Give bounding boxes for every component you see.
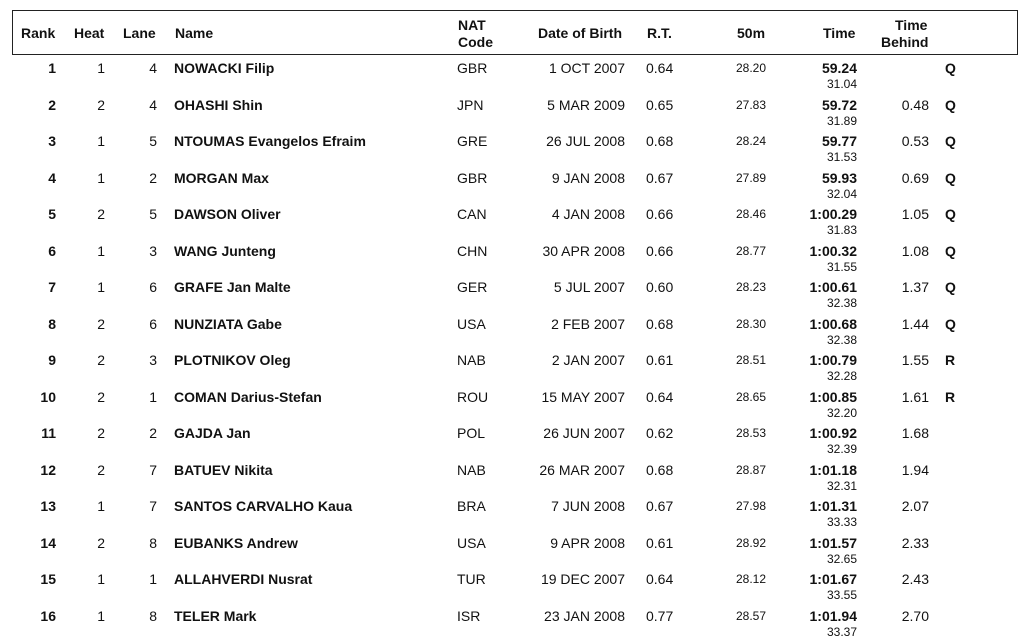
swimmer-name: GAJDA Jan xyxy=(174,425,251,441)
nat-code: POL xyxy=(457,425,486,441)
rank-cell: 16 xyxy=(40,607,56,624)
heat-cell: 2 xyxy=(97,534,105,551)
split-100m: 32.38 xyxy=(826,296,857,310)
nat-code: USA xyxy=(457,315,486,332)
table-row xyxy=(0,60,1024,96)
nat-code: GBR xyxy=(457,169,488,186)
nat-code: GRE xyxy=(457,133,488,149)
final-time: 59.24 xyxy=(821,60,857,76)
qualification-mark: Q xyxy=(945,169,956,186)
time-behind: 1.68 xyxy=(901,425,929,441)
qualification-mark: Q xyxy=(945,206,956,222)
split-50m: 28.12 xyxy=(735,572,766,586)
header-nat-line1: NAT xyxy=(458,17,486,33)
heat-cell: 2 xyxy=(97,425,105,441)
qualification-mark: Q xyxy=(945,242,956,259)
reaction-time: 0.64 xyxy=(646,388,674,405)
date-of-birth: 9 JAN 2008 xyxy=(551,169,625,186)
lane-cell: 3 xyxy=(149,242,157,259)
header-lane: Lane xyxy=(123,25,156,41)
qualification-mark: R xyxy=(945,352,956,368)
split-100m: 33.37 xyxy=(826,624,857,639)
qualification-mark: R xyxy=(945,388,956,405)
rank-cell: 15 xyxy=(40,571,56,587)
split-50m: 28.87 xyxy=(735,462,766,477)
split-100m: 32.04 xyxy=(826,186,857,201)
table-row xyxy=(0,608,1024,644)
swimmer-name: NUNZIATA Gabe xyxy=(174,315,282,332)
swimmer-name: ALLAHVERDI Nusrat xyxy=(174,571,313,587)
date-of-birth: 7 JUN 2008 xyxy=(551,498,625,514)
table-header xyxy=(12,10,1018,55)
split-100m: 32.65 xyxy=(826,551,857,566)
lane-cell: 1 xyxy=(149,571,157,587)
swimmer-name: COMAN Darius-Stefan xyxy=(174,388,322,405)
final-time: 1:00.29 xyxy=(809,206,857,222)
split-100m: 31.04 xyxy=(826,77,857,91)
header-behind-line1: Time xyxy=(895,17,928,33)
time-behind: 1.61 xyxy=(901,388,929,405)
swimmer-name: MORGAN Max xyxy=(174,169,269,186)
swimmer-name: TELER Mark xyxy=(174,607,257,624)
heat-cell: 2 xyxy=(97,315,105,332)
split-100m: 33.55 xyxy=(826,588,857,602)
final-time: 1:01.67 xyxy=(809,571,857,587)
date-of-birth: 2 JAN 2007 xyxy=(551,352,625,368)
rank-cell: 10 xyxy=(40,388,56,405)
table-row xyxy=(0,97,1024,133)
split-100m: 33.33 xyxy=(826,515,857,529)
table-row xyxy=(0,535,1024,571)
split-50m: 28.24 xyxy=(735,134,766,148)
swimmer-name: NTOUMAS Evangelos Efraim xyxy=(174,133,366,149)
reaction-time: 0.67 xyxy=(646,169,674,186)
split-100m: 31.89 xyxy=(826,113,857,128)
header-name: Name xyxy=(175,25,214,41)
time-behind: 1.94 xyxy=(901,461,929,478)
reaction-time: 0.66 xyxy=(646,242,674,259)
swimmer-name: BATUEV Nikita xyxy=(174,461,273,478)
date-of-birth: 23 JAN 2008 xyxy=(544,607,625,624)
table-row xyxy=(0,425,1024,461)
table-row xyxy=(0,316,1024,352)
qualification-mark: Q xyxy=(945,315,956,332)
final-time: 1:01.57 xyxy=(809,534,857,551)
time-behind: 0.53 xyxy=(901,133,929,149)
final-time: 1:00.85 xyxy=(809,388,857,405)
split-50m: 28.57 xyxy=(735,608,766,623)
heat-cell: 1 xyxy=(97,169,105,186)
reaction-time: 0.62 xyxy=(646,425,674,441)
table-row xyxy=(0,133,1024,169)
final-time: 1:00.79 xyxy=(809,352,857,368)
date-of-birth: 4 JAN 2008 xyxy=(551,206,625,222)
table-row xyxy=(0,243,1024,279)
header-time: Time xyxy=(823,25,856,41)
nat-code: JPN xyxy=(457,96,484,113)
qualification-mark: Q xyxy=(945,60,956,76)
rank-cell: 13 xyxy=(40,498,56,514)
heat-cell: 2 xyxy=(97,352,105,368)
nat-code: BRA xyxy=(457,498,486,514)
lane-cell: 8 xyxy=(149,534,157,551)
table-row xyxy=(0,462,1024,498)
reaction-time: 0.66 xyxy=(646,206,674,222)
nat-code: NAB xyxy=(457,461,486,478)
final-time: 1:00.92 xyxy=(809,425,857,441)
rank-cell: 6 xyxy=(48,242,56,259)
heat-cell: 1 xyxy=(97,607,105,624)
rank-cell: 8 xyxy=(48,315,56,332)
table-row xyxy=(0,170,1024,206)
split-50m: 28.53 xyxy=(735,426,766,440)
reaction-time: 0.64 xyxy=(646,571,674,587)
heat-cell: 2 xyxy=(97,96,105,113)
nat-code: CAN xyxy=(457,206,487,222)
time-behind: 2.33 xyxy=(901,534,929,551)
header-rt: R.T. xyxy=(647,25,672,41)
swimmer-name: GRAFE Jan Malte xyxy=(174,279,291,295)
reaction-time: 0.61 xyxy=(646,534,674,551)
lane-cell: 5 xyxy=(149,206,157,222)
header-nat-line2: Code xyxy=(458,34,493,50)
nat-code: USA xyxy=(457,534,486,551)
split-50m: 27.89 xyxy=(735,170,766,185)
final-time: 1:01.94 xyxy=(809,607,857,624)
split-100m: 32.31 xyxy=(826,478,857,493)
final-time: 1:00.32 xyxy=(809,242,857,259)
header-dob: Date of Birth xyxy=(538,25,622,41)
swimmer-name: DAWSON Oliver xyxy=(174,206,281,222)
swimmer-name: PLOTNIKOV Oleg xyxy=(174,352,291,368)
qualification-mark: Q xyxy=(945,279,956,295)
lane-cell: 3 xyxy=(149,352,157,368)
split-50m: 28.23 xyxy=(735,280,766,294)
header-50m: 50m xyxy=(737,25,766,41)
rank-cell: 1 xyxy=(48,60,56,76)
rank-cell: 2 xyxy=(48,96,56,113)
heat-cell: 1 xyxy=(97,242,105,259)
final-time: 1:00.68 xyxy=(809,315,857,332)
split-50m: 28.30 xyxy=(735,316,766,331)
date-of-birth: 2 FEB 2007 xyxy=(551,315,625,332)
split-50m: 28.77 xyxy=(735,243,766,258)
date-of-birth: 5 JUL 2007 xyxy=(553,279,625,295)
time-behind: 2.07 xyxy=(901,498,929,514)
final-time: 59.93 xyxy=(821,169,857,186)
header-behind-line2: Behind xyxy=(881,34,929,50)
lane-cell: 7 xyxy=(149,461,157,478)
table-row xyxy=(0,389,1024,425)
swimmer-name: NOWACKI Filip xyxy=(174,60,275,76)
reaction-time: 0.64 xyxy=(646,60,674,76)
heat-cell: 2 xyxy=(97,206,105,222)
swimmer-name: WANG Junteng xyxy=(174,242,276,259)
time-behind: 0.69 xyxy=(901,169,929,186)
reaction-time: 0.61 xyxy=(646,352,674,368)
split-50m: 28.65 xyxy=(735,389,766,404)
time-behind: 1.08 xyxy=(901,242,929,259)
table-row xyxy=(0,206,1024,242)
date-of-birth: 30 APR 2008 xyxy=(542,242,625,259)
nat-code: CHN xyxy=(457,242,488,259)
qualification-mark: Q xyxy=(945,96,956,113)
reaction-time: 0.77 xyxy=(646,607,674,624)
nat-code: GER xyxy=(457,279,488,295)
split-50m: 28.46 xyxy=(735,207,766,221)
table-row xyxy=(0,352,1024,388)
date-of-birth: 26 MAR 2007 xyxy=(539,461,625,478)
date-of-birth: 1 OCT 2007 xyxy=(548,60,625,76)
time-behind: 1.37 xyxy=(901,279,929,295)
split-50m: 28.92 xyxy=(735,535,766,550)
split-100m: 31.83 xyxy=(826,223,857,237)
date-of-birth: 15 MAY 2007 xyxy=(541,388,625,405)
table-row xyxy=(0,279,1024,315)
nat-code: NAB xyxy=(457,352,486,368)
rank-cell: 12 xyxy=(40,461,56,478)
heat-cell: 2 xyxy=(97,388,105,405)
nat-code: TUR xyxy=(457,571,486,587)
split-50m: 28.51 xyxy=(735,353,766,367)
rank-cell: 11 xyxy=(41,425,56,441)
split-100m: 32.28 xyxy=(826,369,857,383)
rank-cell: 5 xyxy=(48,206,56,222)
qualification-mark: Q xyxy=(945,133,956,149)
rank-cell: 14 xyxy=(40,534,56,551)
heat-cell: 1 xyxy=(97,279,105,295)
final-time: 59.72 xyxy=(821,96,857,113)
reaction-time: 0.68 xyxy=(646,461,674,478)
nat-code: ROU xyxy=(457,388,489,405)
reaction-time: 0.67 xyxy=(646,498,674,514)
nat-code: ISR xyxy=(457,607,481,624)
final-time: 59.77 xyxy=(821,133,857,149)
heat-cell: 1 xyxy=(97,133,105,149)
heat-cell: 1 xyxy=(97,60,105,76)
date-of-birth: 26 JUN 2007 xyxy=(543,425,625,441)
reaction-time: 0.65 xyxy=(646,96,674,113)
final-time: 1:01.18 xyxy=(809,461,857,478)
time-behind: 2.70 xyxy=(901,607,929,624)
split-100m: 32.39 xyxy=(826,442,857,456)
rank-cell: 3 xyxy=(48,133,56,149)
swimmer-name: EUBANKS Andrew xyxy=(174,534,298,551)
final-time: 1:00.61 xyxy=(809,279,857,295)
lane-cell: 5 xyxy=(149,133,157,149)
table-row xyxy=(0,571,1024,607)
header-heat: Heat xyxy=(74,25,105,41)
split-100m: 32.38 xyxy=(826,332,857,347)
split-50m: 27.98 xyxy=(735,499,766,513)
reaction-time: 0.68 xyxy=(646,315,674,332)
time-behind: 0.48 xyxy=(901,96,929,113)
heat-cell: 2 xyxy=(97,461,105,478)
rank-cell: 7 xyxy=(48,279,56,295)
lane-cell: 2 xyxy=(149,425,157,441)
split-100m: 31.55 xyxy=(826,259,857,274)
date-of-birth: 5 MAR 2009 xyxy=(547,96,625,113)
lane-cell: 6 xyxy=(149,279,157,295)
split-50m: 27.83 xyxy=(735,97,766,112)
reaction-time: 0.68 xyxy=(646,133,674,149)
time-behind: 2.43 xyxy=(901,571,929,587)
swimmer-name: OHASHI Shin xyxy=(174,96,263,113)
header-rank: Rank xyxy=(21,25,56,41)
rank-cell: 9 xyxy=(48,352,56,368)
time-behind: 1.44 xyxy=(901,315,929,332)
date-of-birth: 26 JUL 2008 xyxy=(546,133,625,149)
heat-cell: 1 xyxy=(97,571,105,587)
lane-cell: 4 xyxy=(149,96,157,113)
nat-code: GBR xyxy=(457,60,488,76)
date-of-birth: 19 DEC 2007 xyxy=(540,571,625,587)
time-behind: 1.05 xyxy=(901,206,929,222)
date-of-birth: 9 APR 2008 xyxy=(550,534,625,551)
table-row xyxy=(0,498,1024,534)
split-100m: 32.20 xyxy=(826,405,857,420)
lane-cell: 2 xyxy=(149,169,157,186)
split-50m: 28.20 xyxy=(735,61,766,75)
lane-cell: 1 xyxy=(149,388,157,405)
rank-cell: 4 xyxy=(48,169,56,186)
lane-cell: 8 xyxy=(149,607,157,624)
swimmer-name: SANTOS CARVALHO Kaua xyxy=(174,498,353,514)
lane-cell: 7 xyxy=(149,498,157,514)
split-100m: 31.53 xyxy=(826,150,857,164)
lane-cell: 4 xyxy=(149,60,157,76)
final-time: 1:01.31 xyxy=(809,498,857,514)
reaction-time: 0.60 xyxy=(646,279,674,295)
lane-cell: 6 xyxy=(149,315,157,332)
heat-cell: 1 xyxy=(97,498,105,514)
time-behind: 1.55 xyxy=(901,352,929,368)
